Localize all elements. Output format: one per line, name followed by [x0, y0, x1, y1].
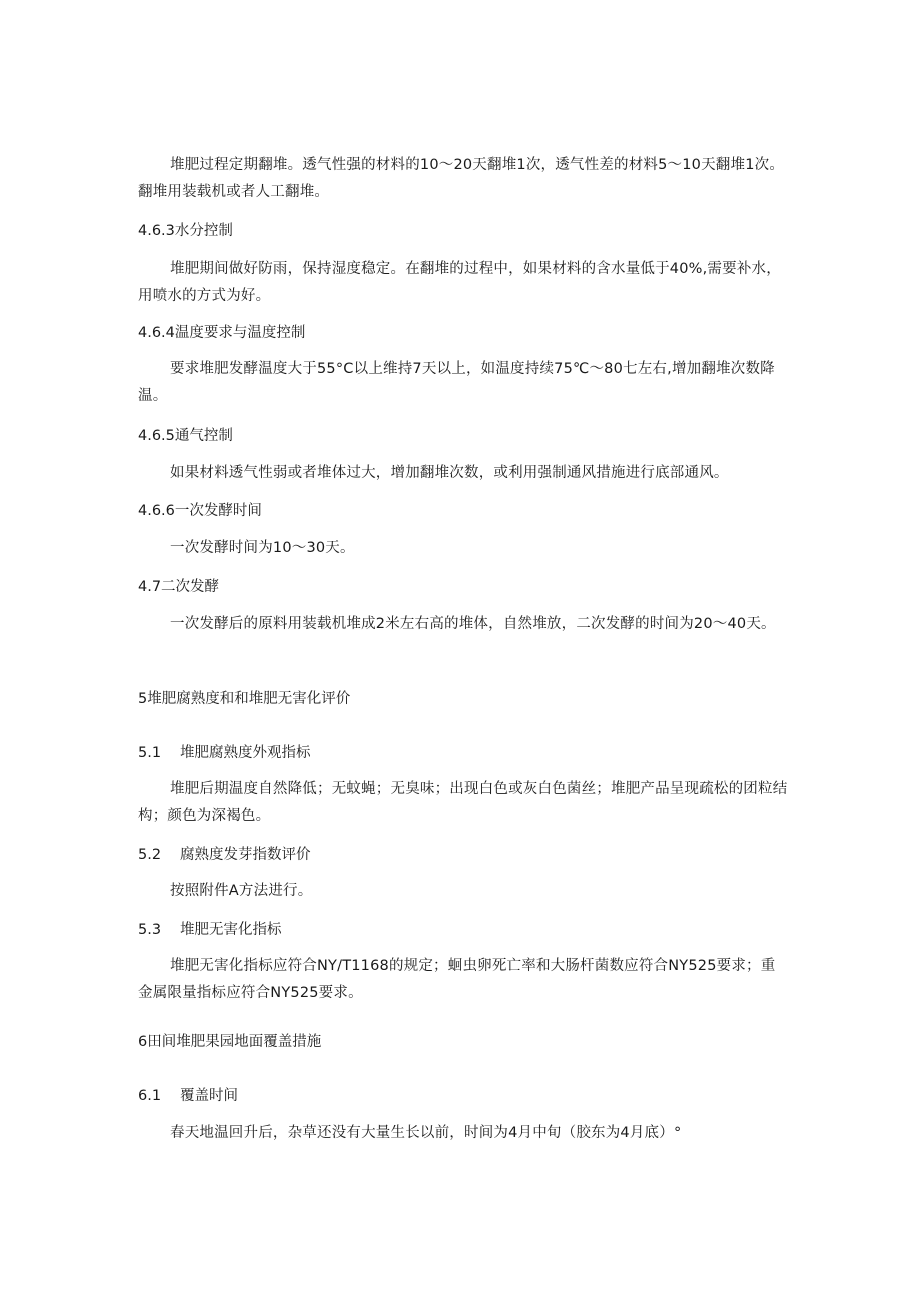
paragraph-secondary-fermentation: 一次发酵后的原料用装载机堆成2米左右高的堆体，自然堆放，二次发酵的时间为20～40天。 [170, 616, 776, 632]
paragraph-primary-fermentation-time: 一次发酵时间为10～30天。 [170, 540, 355, 556]
paragraph-temperature-control: 要求堆肥发酵温度大于55°C以上维持7天以上，如温度持续75℃～80七左右,增加翻堆次数降温。 [138, 361, 775, 404]
paragraph-moisture-control: 堆肥期间做好防雨，保持湿度稳定。在翻堆的过程中，如果材料的含水量低于40%,需要补水，用喷水的方式为好。 [138, 261, 781, 304]
paragraph-germination-index: 按照附件A方法进行。 [170, 883, 313, 899]
heading-6-1 [138, 1083, 788, 1110]
heading-4-6-6: 4.6.6一次发酵时间 [138, 503, 262, 519]
heading-4-6-4: 4.6.4温度要求与温度控制 [138, 325, 306, 341]
paragraph-maturity-appearance: 堆肥后期温度自然降低；无蚊蝇；无臭味；出现白色或灰白色菌丝；堆肥产品呈现疏松的团粒结构；颜色为深褐色。 [138, 781, 788, 824]
heading-4-7: 4.7二次发酵 [138, 579, 220, 595]
heading-section-6: 6田间堆肥果园地面覆盖措施 [138, 1034, 322, 1050]
heading-4-6-3: 4.6.3水分控制 [138, 223, 233, 239]
heading-section-5: 5堆肥腐熟度和和堆肥无害化评价 [138, 691, 351, 707]
heading-6-1-title: 覆盖时间 [180, 1088, 238, 1104]
heading-6-1-number: 6.1 [138, 1088, 162, 1104]
heading-5-2-title: 腐熟度发芽指数评价 [180, 847, 311, 863]
heading-5-1 [138, 740, 788, 767]
heading-5-1-title: 堆肥腐熟度外观指标 [180, 745, 311, 761]
heading-5-3-number: 5.3 [138, 922, 162, 938]
paragraph-ventilation-control: 如果材料透气性弱或者堆体过大，增加翻堆次数，或利用强制通风措施进行底部通风。 [170, 465, 729, 481]
paragraph-turning-schedule: 堆肥过程定期翻堆。透气性强的材料的10～20天翻堆1次，透气性差的材料5～10天翻堆1次。翻堆用装载机或者人工翻堆。 [138, 157, 785, 200]
heading-5-3-title: 堆肥无害化指标 [180, 922, 282, 938]
heading-5-1-number: 5.1 [138, 745, 162, 761]
paragraph-harmless-indicators: 堆肥无害化指标应符合NY/T1168的规定；蛔虫卵死亡率和大肠杆菌数应符合NY525要求；重金属限量指标应符合NY525要求。 [138, 958, 776, 1001]
heading-5-2-number: 5.2 [138, 847, 162, 863]
paragraph-covering-time: 春天地温回升后，杂草还没有大量生长以前，时间为4月中旬（胶东为4月底）° [170, 1125, 682, 1141]
heading-5-3 [138, 917, 788, 944]
heading-5-2 [138, 842, 788, 869]
heading-4-6-5: 4.6.5通气控制 [138, 428, 233, 444]
